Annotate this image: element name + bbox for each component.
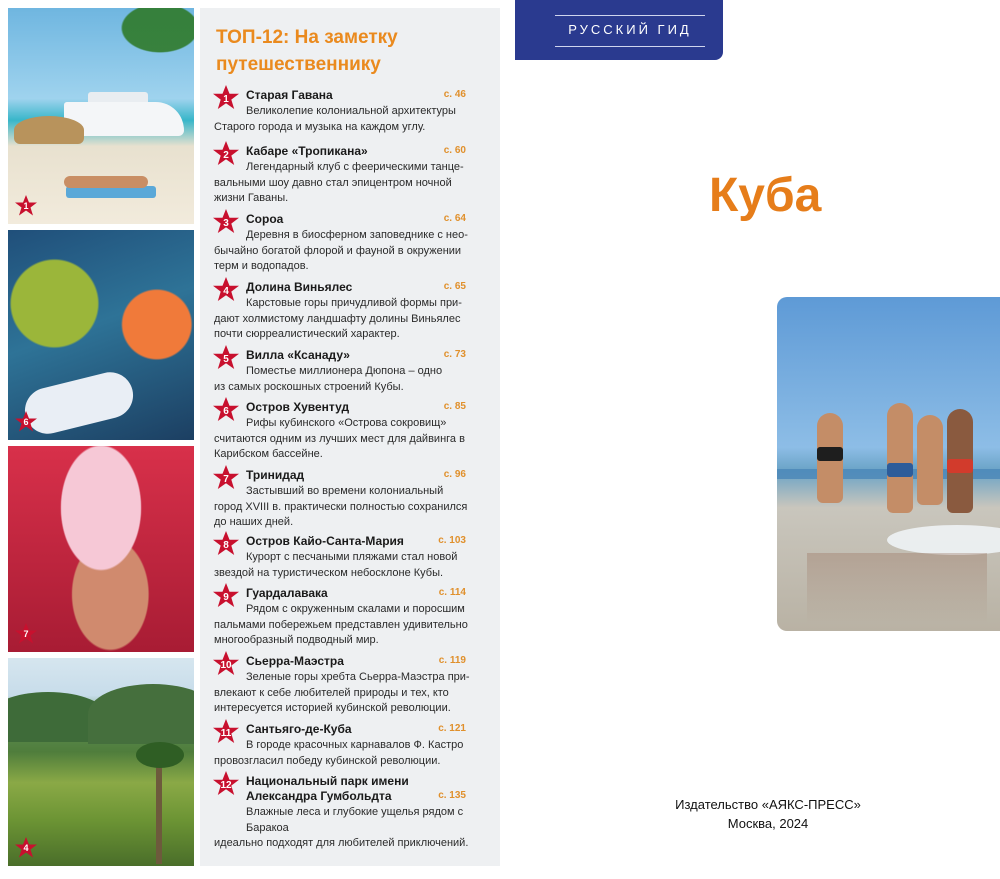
book-title: Куба (709, 169, 822, 222)
swimsuit-shape (817, 447, 843, 461)
publisher-city-year: Москва, 2024 (727, 816, 809, 831)
swimsuit-shape (887, 463, 913, 477)
item-page-ref: с. 119 (438, 655, 466, 666)
item-name: Остров Кайо-Санта-Мария (246, 534, 404, 548)
item-page-ref: с. 60 (443, 145, 466, 156)
item-description-line: Карстовые горы причудливой формы при- (246, 297, 462, 309)
publisher-info (663, 795, 873, 833)
photo-badge-number: 4 (23, 843, 29, 853)
item-description-line: Рифы кубинского «Острова сокровищ» (246, 417, 447, 429)
item-description (214, 416, 472, 463)
photo-badge (14, 836, 38, 860)
item-name: Старая Гавана (246, 88, 333, 102)
item-description-line: Застывший во времени колониальный (246, 485, 444, 497)
item-description-rest: Старого города и музыка на каждом углу. (214, 120, 426, 133)
photo-badge (14, 622, 38, 646)
item-number: 7 (223, 473, 229, 485)
cover-photo (777, 297, 1000, 631)
top12-panel (200, 8, 500, 866)
item-description (214, 296, 472, 343)
item-name: Остров Хувентуд (246, 400, 350, 414)
item-name: Вилла «Ксанаду» (246, 348, 350, 362)
top12-title: ТОП-12: На заметку путешественнику (216, 27, 398, 75)
item-number: 2 (223, 149, 229, 161)
item-description-rest: бычайно богатой флорой и фауной в окружении терм и водопадов. (214, 244, 462, 272)
series-name: РУССКИЙ ГИД (568, 22, 692, 37)
photo-badge-number: 7 (23, 629, 29, 639)
item-name: Сороа (246, 212, 284, 226)
item-description-line: Деревня в биосферном заповеднике с нео- (246, 229, 468, 241)
photo-badge-number: 6 (23, 417, 29, 427)
item-page-ref: с. 65 (443, 281, 466, 292)
item-description-line: Великолепие колониальной архитектуры (246, 105, 456, 117)
item-description-line: Зеленые горы хребта Сьерра-Маэстра при- (246, 671, 470, 683)
item-number: 11 (220, 727, 232, 739)
item-name: Сьерра-Маэстра (246, 654, 344, 668)
item-page-ref: с. 135 (438, 790, 466, 801)
item-page-ref: с. 96 (443, 469, 466, 480)
item-number: 9 (223, 591, 229, 603)
item-description-line: Легендарный клуб с феерическими танце- (246, 161, 464, 173)
item-description (214, 550, 472, 581)
palm-leaves-shape (94, 8, 194, 70)
item-description-rest: из самых роскошных строений Кубы. (214, 380, 404, 393)
item-page-ref: с. 85 (443, 401, 466, 412)
dancer-photo (8, 446, 194, 652)
item-description (214, 484, 472, 531)
item-name: Национальный парк имени Александра Гумбольдта (246, 774, 409, 803)
item-description (214, 670, 472, 717)
banner-rule (555, 15, 705, 16)
item-description-rest: город XVIII в. практически полностью сохранился до наших дней. (214, 500, 468, 528)
item-number: 12 (220, 779, 232, 791)
reef-photo (8, 230, 194, 440)
photo-badge (14, 410, 38, 434)
item-page-ref: с. 103 (438, 535, 466, 546)
item-number: 6 (223, 405, 229, 417)
bather-shape (64, 176, 148, 188)
swimsuit-shape (947, 459, 973, 473)
beach-photo (8, 8, 194, 224)
right-page (515, 0, 1000, 879)
runner-shape (887, 403, 913, 513)
palm-crown-shape (136, 742, 184, 768)
item-number: 5 (223, 353, 229, 365)
item-description-rest: пальмами побережьем представлен удивительно многообразный подводный мир. (214, 618, 468, 646)
wave-shape (887, 525, 1000, 555)
item-page-ref: с. 46 (443, 89, 466, 100)
item-name: Кабаре «Тропикана» (246, 144, 368, 158)
item-page-ref: с. 114 (438, 587, 466, 598)
banner-rule (555, 46, 705, 47)
item-description (214, 602, 472, 649)
item-description (214, 228, 472, 275)
item-name: Сантьяго-де-Куба (246, 722, 352, 736)
item-number: 1 (223, 93, 229, 105)
photo-badge (14, 194, 38, 218)
item-description-line: Влажные леса и глубокие ущелья рядом с Баракоа (246, 806, 464, 834)
publisher-name: Издательство «АЯКС-ПРЕСС» (675, 797, 861, 812)
hill-shape (88, 684, 194, 744)
item-description-line: В городе красочных карнавалов Ф. Кастро (246, 739, 464, 751)
photo-badge-number: 1 (23, 201, 29, 211)
item-name: Долина Виньялес (246, 280, 353, 294)
umbrella-shape (14, 116, 84, 144)
valley-photo (8, 658, 194, 866)
palm-trunk-shape (156, 754, 162, 864)
item-description-line: Рядом с окруженным скалами и поросшим (246, 603, 465, 615)
item-page-ref: с. 73 (443, 349, 466, 360)
star-number-badge (212, 770, 240, 798)
item-description-rest: звездой на туристическом небосклоне Кубы. (214, 566, 444, 579)
item-description-line: Поместье миллионера Дюпона – одно (246, 365, 443, 377)
item-description (214, 738, 472, 769)
item-description-line: Курорт с песчаными пляжами стал новой (246, 551, 458, 563)
sand-reflection-shape (807, 553, 987, 623)
item-number: 10 (220, 659, 232, 671)
item-number: 4 (223, 285, 229, 297)
item-description-rest: провозгласил победу кубинской революции. (214, 754, 441, 767)
item-description (214, 364, 472, 395)
item-description (214, 160, 472, 207)
item-description (214, 805, 472, 852)
item-number: 8 (223, 539, 229, 551)
item-number: 3 (223, 217, 229, 229)
item-description-rest: дают холмистому ландшафту долины Виньялес почти сюрреалистический характер. (214, 312, 461, 340)
item-page-ref: с. 121 (438, 723, 466, 734)
series-banner (515, 0, 723, 60)
runner-shape (917, 415, 943, 505)
item-description-rest: идеально подходят для любителей приключений. (214, 837, 469, 849)
item-name: Гуардалавака (246, 586, 328, 600)
item-description-rest: вальными шоу давно стал эпицентром ночной жизни Гаваны. (214, 176, 452, 204)
item-description (214, 104, 472, 135)
item-page-ref: с. 64 (443, 213, 466, 224)
item-description-rest: влекают к себе любителей природы и тех, кто интересуется историей кубинской революции. (214, 686, 451, 714)
item-description-rest: считаются одним из лучших мест для дайвинга в Карибском бассейне. (214, 432, 465, 460)
item-name: Тринидад (246, 468, 305, 482)
